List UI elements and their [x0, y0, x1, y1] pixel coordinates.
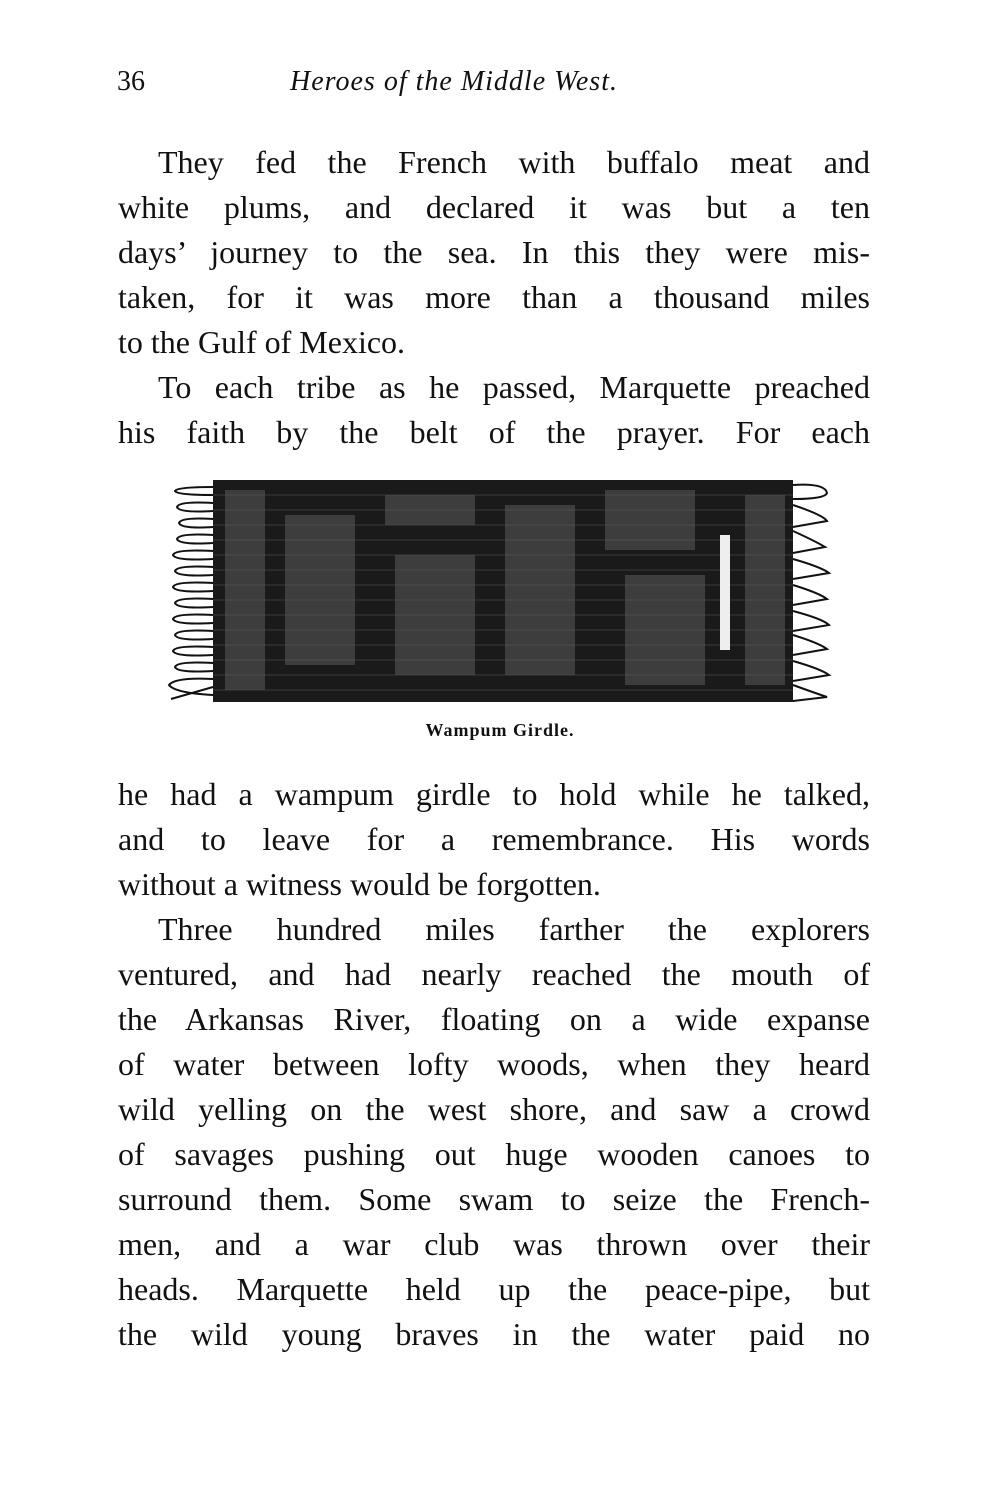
text-line: To each tribe as he passed, Marquette preached	[158, 369, 870, 405]
text-block-bottom	[118, 772, 870, 1357]
text-line: he had a wampum girdle to hold while he talked,	[118, 776, 870, 812]
text-line: the wild young braves in the water paid no	[118, 1316, 870, 1352]
text-line: to the Gulf of Mexico.	[118, 324, 406, 360]
text-line: heads. Marquette held up the peace-pipe, but	[118, 1271, 870, 1307]
text-line: They fed the French with buffalo meat and	[158, 144, 870, 180]
text-line: and to leave for a remembrance. His words	[118, 821, 870, 857]
right-fringe	[793, 485, 829, 701]
text-line: the Arkansas River, floating on a wide expanse	[118, 1001, 870, 1037]
text-line: without a witness would be forgotten.	[118, 866, 601, 902]
text-line: white plums, and declared it was but a ten	[118, 189, 870, 225]
text-line: of water between lofty woods, when they heard	[118, 1046, 870, 1082]
text-line: his faith by the belt of the prayer. For each	[118, 414, 870, 450]
text-line: wild yelling on the west shore, and saw a crowd	[118, 1091, 870, 1127]
page-number: 36	[117, 66, 145, 97]
text-line: of savages pushing out huge wooden canoes to	[118, 1136, 870, 1172]
belt-highlight	[720, 535, 730, 650]
text-line: surround them. Some swam to seize the French-	[118, 1181, 870, 1217]
running-head: Heroes of the Middle West.	[290, 66, 618, 97]
wampum-belt-illustration	[165, 475, 835, 710]
text-line: taken, for it was more than a thousand miles	[118, 279, 870, 315]
text-line: men, and a war club was thrown over their	[118, 1226, 870, 1262]
text-line: ventured, and had nearly reached the mouth of	[118, 956, 870, 992]
left-fringe	[169, 487, 213, 699]
text-line: Three hundred miles farther the explorers	[158, 911, 870, 947]
text-line: days’ journey to the sea. In this they were mis-	[118, 234, 870, 270]
text-block-top	[118, 140, 870, 455]
figure-caption: Wampum Girdle.	[425, 720, 575, 740]
